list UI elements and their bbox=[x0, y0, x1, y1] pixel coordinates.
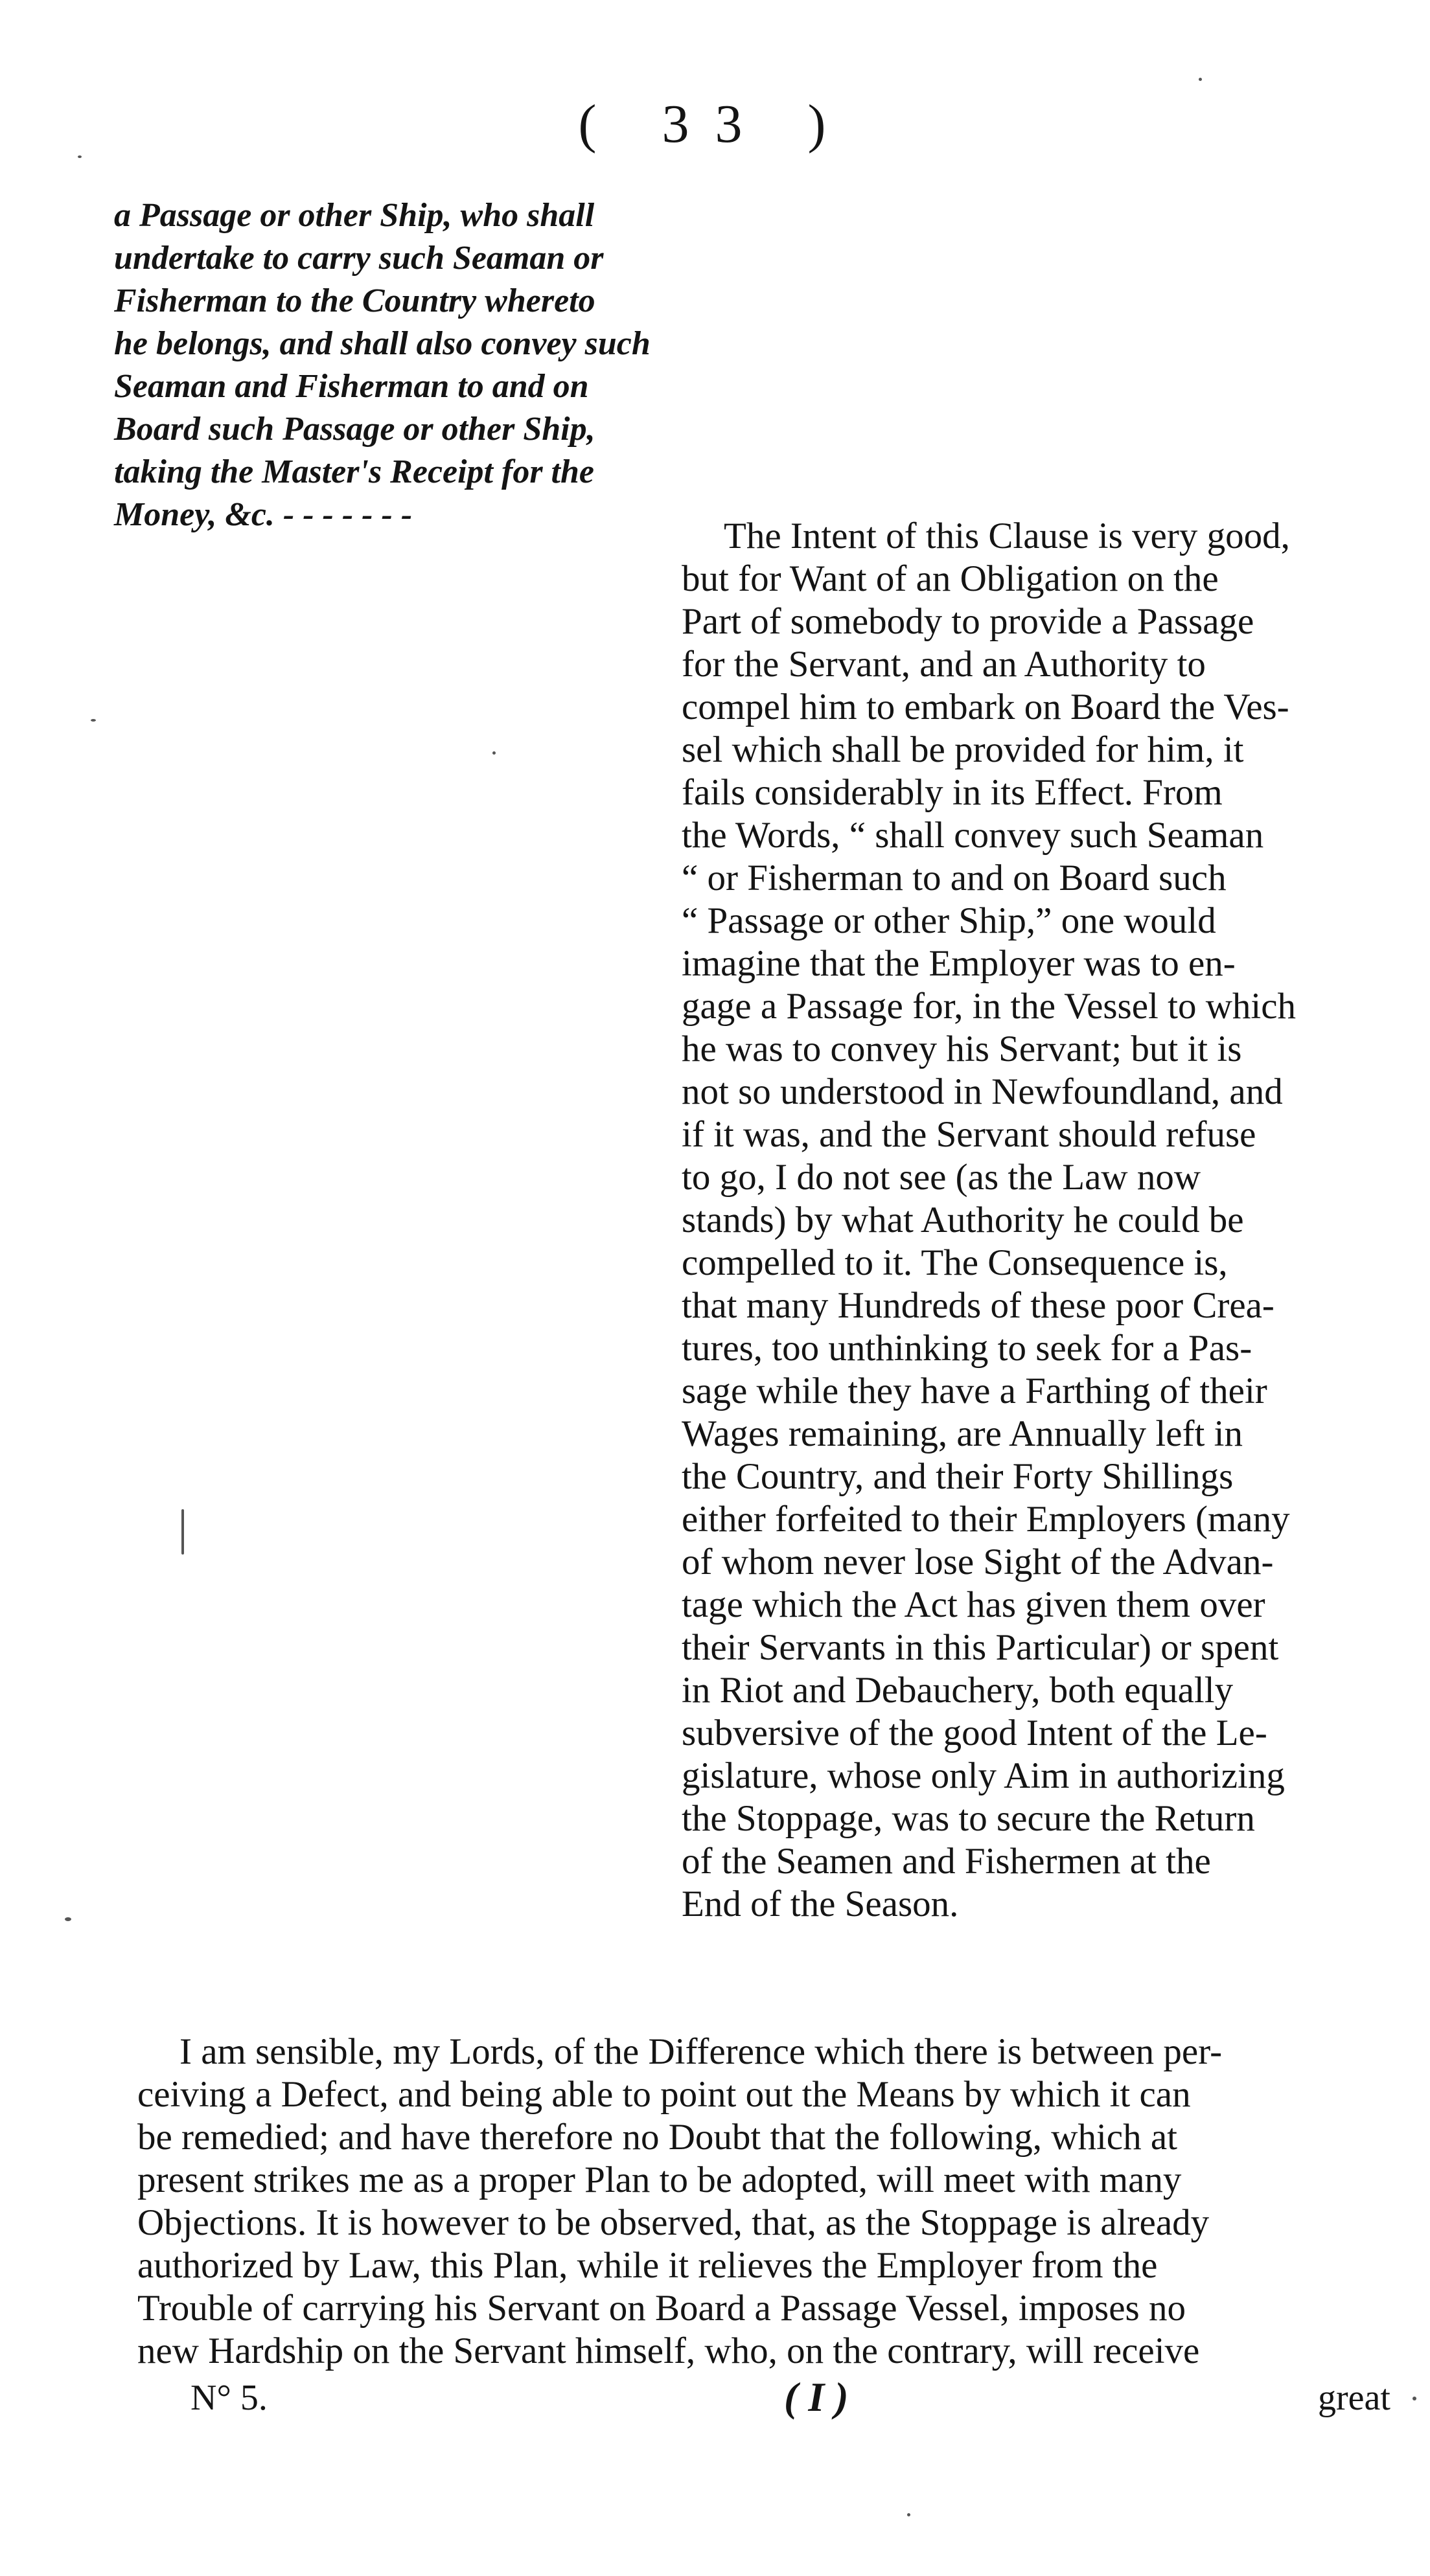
commentary-line: in Riot and Debauchery, both equally bbox=[682, 1670, 1234, 1711]
commentary-line: gage a Passage for, in the Vessel to which bbox=[682, 986, 1297, 1027]
commentary-line: to go, I do not see (as the Law now bbox=[682, 1157, 1201, 1198]
margin-note bbox=[114, 194, 652, 536]
commentary-line: “ Passage or other Ship,” one would bbox=[682, 900, 1216, 941]
commentary-line: tures, too unthinking to seek for a Pas- bbox=[682, 1328, 1252, 1369]
body-paragraph bbox=[137, 2031, 1401, 2373]
commentary-line: imagine that the Employer was to en- bbox=[682, 943, 1236, 984]
body-line: Trouble of carrying his Servant on Board a Passage Vessel, imposes no bbox=[137, 2288, 1186, 2329]
margin-note-line: he belongs, and shall also convey such bbox=[114, 325, 651, 362]
commentary-line: he was to convey his Servant; but it is bbox=[682, 1029, 1242, 1069]
scan-speck bbox=[181, 1509, 184, 1555]
commentary-line: either forfeited to their Employers (many bbox=[682, 1499, 1290, 1540]
commentary-line: fails considerably in its Effect. From bbox=[682, 772, 1223, 813]
commentary-line: compel him to embark on Board the Ves- bbox=[682, 687, 1289, 727]
scan-speck bbox=[78, 155, 82, 158]
commentary-line: for the Servant, and an Authority to bbox=[682, 644, 1206, 685]
commentary-line: Part of somebody to provide a Passage bbox=[682, 601, 1254, 642]
body-line: be remedied; and have therefore no Doubt that the following, which at bbox=[137, 2117, 1177, 2158]
margin-note-line: Money, &c. - - - - - - - bbox=[114, 496, 413, 533]
commentary-line: sel which shall be provided for him, it bbox=[682, 729, 1244, 770]
commentary-line: “ or Fisherman to and on Board such bbox=[682, 858, 1227, 898]
catchword: great bbox=[1318, 2378, 1390, 2418]
body-line: present strikes me as a proper Plan to be adopted, will meet with many bbox=[137, 2160, 1182, 2200]
commentary-paragraph bbox=[682, 515, 1381, 1926]
commentary-line: End of the Season. bbox=[682, 1884, 959, 1924]
margin-note-line: a Passage or other Ship, who shall bbox=[114, 197, 595, 234]
gathering-number: N° 5. bbox=[190, 2378, 268, 2418]
commentary-line: compelled to it. The Consequence is, bbox=[682, 1242, 1228, 1283]
scan-speck bbox=[65, 1917, 71, 1921]
commentary-line: not so understood in Newfoundland, and bbox=[682, 1071, 1283, 1112]
commentary-line: of the Seamen and Fishermen at the bbox=[682, 1841, 1211, 1882]
margin-note-line: Board such Passage or other Ship, bbox=[114, 411, 595, 448]
body-line: I am sensible, my Lords, of the Difference which there is between per- bbox=[179, 2031, 1223, 2072]
scan-speck bbox=[907, 2513, 910, 2516]
commentary-line: that many Hundreds of these poor Crea- bbox=[682, 1285, 1274, 1326]
body-line: Objections. It is however to be observed, that, as the Stoppage is already bbox=[137, 2202, 1210, 2243]
commentary-line: tage which the Act has given them over bbox=[682, 1584, 1265, 1625]
commentary-line: their Servants in this Particular) or spent bbox=[682, 1627, 1279, 1668]
scan-speck bbox=[1199, 78, 1202, 81]
commentary-line: stands) by what Authority he could be bbox=[682, 1200, 1244, 1240]
scan-speck bbox=[91, 719, 96, 722]
margin-note-line: taking the Master's Receipt for the bbox=[114, 453, 594, 490]
commentary-line: if it was, and the Servant should refuse bbox=[682, 1114, 1256, 1155]
commentary-line: sage while they have a Farthing of their bbox=[682, 1371, 1267, 1411]
body-line: new Hardship on the Servant himself, who, on the contrary, will receive bbox=[137, 2331, 1200, 2371]
scan-speck bbox=[492, 751, 496, 755]
body-line: ceiving a Defect, and being able to point out the Means by which it can bbox=[137, 2074, 1191, 2115]
commentary-line: the Words, “ shall convey such Seaman bbox=[682, 815, 1264, 856]
commentary-line: Wages remaining, are Annually left in bbox=[682, 1413, 1243, 1454]
signature-mark: ( I ) bbox=[784, 2374, 849, 2420]
margin-note-line: undertake to carry such Seaman or bbox=[114, 240, 604, 277]
commentary-line: but for Want of an Obligation on the bbox=[682, 558, 1219, 599]
margin-note-line: Seaman and Fisherman to and on bbox=[114, 368, 589, 405]
margin-note-line: Fisherman to the Country whereto bbox=[114, 282, 595, 319]
commentary-line: the Stoppage, was to secure the Return bbox=[682, 1798, 1255, 1839]
page-number: ( 33 ) bbox=[578, 94, 852, 154]
commentary-line: subversive of the good Intent of the Le- bbox=[682, 1713, 1267, 1753]
body-line: authorized by Law, this Plan, while it relieves the Employer from the bbox=[137, 2245, 1158, 2286]
commentary-line: the Country, and their Forty Shillings bbox=[682, 1456, 1234, 1497]
commentary-line: of whom never lose Sight of the Advan- bbox=[682, 1542, 1274, 1582]
commentary-line: gislature, whose only Aim in authorizing bbox=[682, 1755, 1285, 1796]
commentary-line: The Intent of this Clause is very good, bbox=[724, 516, 1290, 556]
scan-speck bbox=[1413, 2397, 1416, 2400]
